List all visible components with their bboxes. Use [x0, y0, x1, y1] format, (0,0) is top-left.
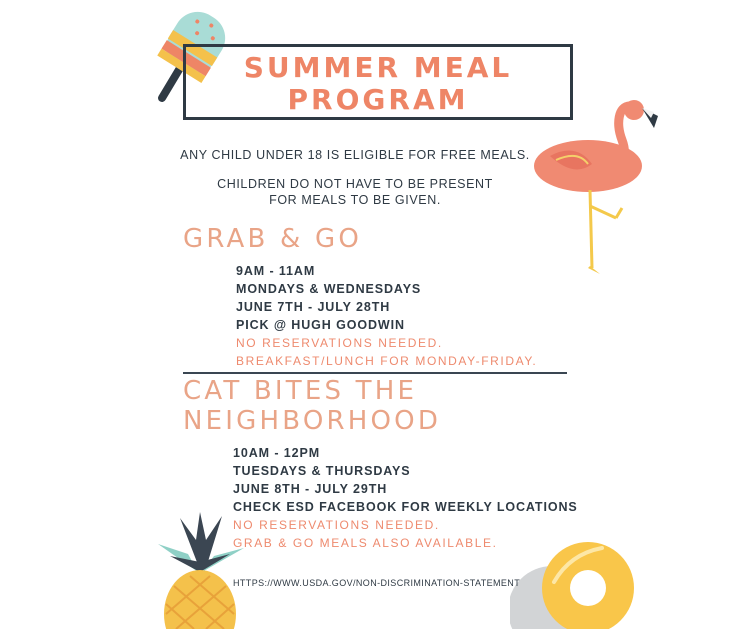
donut-float-icon	[510, 540, 635, 629]
section-divider	[183, 372, 567, 374]
cat-bites-heading-line-2: NEIGHBORHOOD	[183, 406, 442, 436]
grab-and-go-pickup: PICK @ HUGH GOODWIN	[236, 318, 405, 332]
grab-and-go-details	[236, 262, 537, 370]
title-line-2: PROGRAM	[287, 83, 469, 116]
cat-bites-details	[233, 444, 578, 552]
title-box	[183, 44, 573, 120]
grab-and-go-time: 9AM - 11AM	[236, 264, 316, 278]
cat-bites-note-2: GRAB & GO MEALS ALSO AVAILABLE.	[233, 536, 498, 550]
eligibility-line-1: ANY CHILD UNDER 18 IS ELIGIBLE FOR FREE MEALS.	[180, 148, 530, 162]
cat-bites-note-1: NO RESERVATIONS NEEDED.	[233, 518, 440, 532]
cat-bites-location: CHECK ESD FACEBOOK FOR WEEKLY LOCATIONS	[233, 500, 578, 514]
cat-bites-days: TUESDAYS & THURSDAYS	[233, 464, 411, 478]
grab-and-go-dates: JUNE 7TH - JULY 28TH	[236, 300, 391, 314]
cat-bites-heading-line-1: CAT BITES THE	[183, 376, 418, 406]
pineapple-icon	[150, 510, 250, 629]
grab-and-go-heading: GRAB & GO	[183, 224, 362, 254]
flamingo-icon	[530, 96, 670, 276]
cat-bites-dates: JUNE 8TH - JULY 29TH	[233, 482, 388, 496]
grab-and-go-note-2: BREAKFAST/LUNCH FOR MONDAY-FRIDAY.	[236, 354, 538, 368]
grab-and-go-note-1: NO RESERVATIONS NEEDED.	[236, 336, 443, 350]
eligibility-line-2: CHILDREN DO NOT HAVE TO BE PRESENT	[217, 177, 493, 191]
grab-and-go-days: MONDAYS & WEDNESDAYS	[236, 282, 422, 296]
non-discrimination-link[interactable]: HTTPS://WWW.USDA.GOV/NON-DISCRIMINATION-STATEMENT	[233, 578, 521, 588]
title-line-1: SUMMER MEAL	[243, 51, 513, 84]
cat-bites-time: 10AM - 12PM	[233, 446, 321, 460]
eligibility-line-3: FOR MEALS TO BE GIVEN.	[269, 193, 441, 207]
